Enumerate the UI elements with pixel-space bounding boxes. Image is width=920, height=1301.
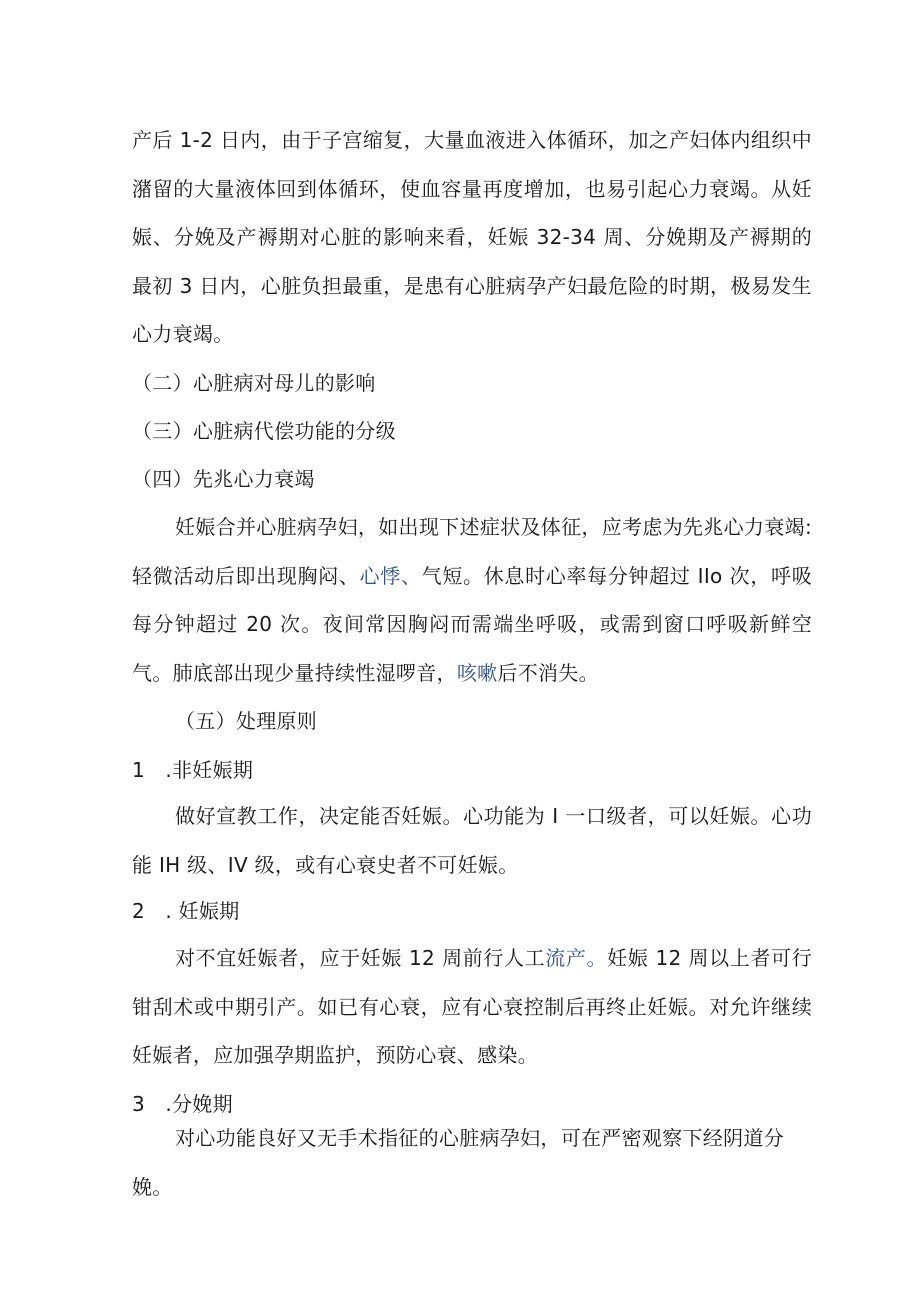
text-segment: 妊娠合并心脏病孕妇，如出现下述症状及体征，应考虑为先兆心力衰竭:轻微活动后即出现胸闷、 [132, 515, 812, 588]
heading-cardiac-function-grading: （三）心脏病代偿功能的分级 [132, 419, 396, 443]
heading-early-heart-failure: （四）先兆心力衰竭 [132, 467, 315, 491]
text-segment: 后不消失。 [497, 660, 599, 685]
section-title-pregnancy: 2 . 妊娠期 [132, 899, 240, 923]
heading-impact-on-mother-child: （二）心脏病对母儿的影响 [132, 371, 376, 395]
heading-treatment-principles: （五）处理原则 [175, 709, 318, 733]
paragraph-pregnancy [132, 934, 812, 1080]
section-title-delivery: 3 .分娩期 [132, 1092, 233, 1116]
text-segment: 气短。休息时心率每分钟超过 IIo 次，呼吸每分钟超过 20 次。夜间常因胸闷而需端坐呼吸，或需到窗口呼吸新鲜空气。肺底部出现少量持续性湿啰音， [132, 563, 812, 685]
highlight-term-palpitation: 心悸、 [359, 563, 422, 588]
paragraph-early-heart-failure [132, 503, 812, 697]
text-segment: 妊娠 12 周以上者可行钳刮术或中期引产。如已有心衰，应有心衰控制后再终止妊娠。对允许继续妊娠者，应加强孕期监护，预防心衰、感染。 [132, 946, 812, 1067]
paragraph-non-pregnancy: 做好宣教工作，决定能否妊娠。心功能为 I 一口级者，可以妊娠。心功能 IH 级、IV 级，或有心衰史者不可妊娠。 [132, 804, 812, 877]
highlight-term-abortion: 流产。 [545, 946, 608, 970]
section-title-non-pregnancy: 1 .非妊娠期 [132, 758, 254, 782]
paragraph-delivery: 对心功能良好又无手术指征的心脏病孕妇，可在严密观察下经阴道分娩。 [132, 1126, 784, 1199]
paragraph-postpartum: 产后 1-2 日内，由于子宫缩复，大量血液进入体循环，加之产妇体内组织中潴留的大量液体回到体循环，使血容量再度增加，也易引起心力衰竭。从妊娠、分娩及产褥期对心脏的影响来看，妊娠 32-34 周、分娩期及产褥期的最初 3 日内，心脏负担最重，是患有心脏病孕产妇最危险的时期，极易发生心力衰竭。 [132, 128, 812, 346]
text-segment: 对不宜妊娠者，应于妊娠 12 周前行人工 [175, 946, 546, 970]
highlight-term-cough: 咳嗽 [456, 660, 498, 685]
